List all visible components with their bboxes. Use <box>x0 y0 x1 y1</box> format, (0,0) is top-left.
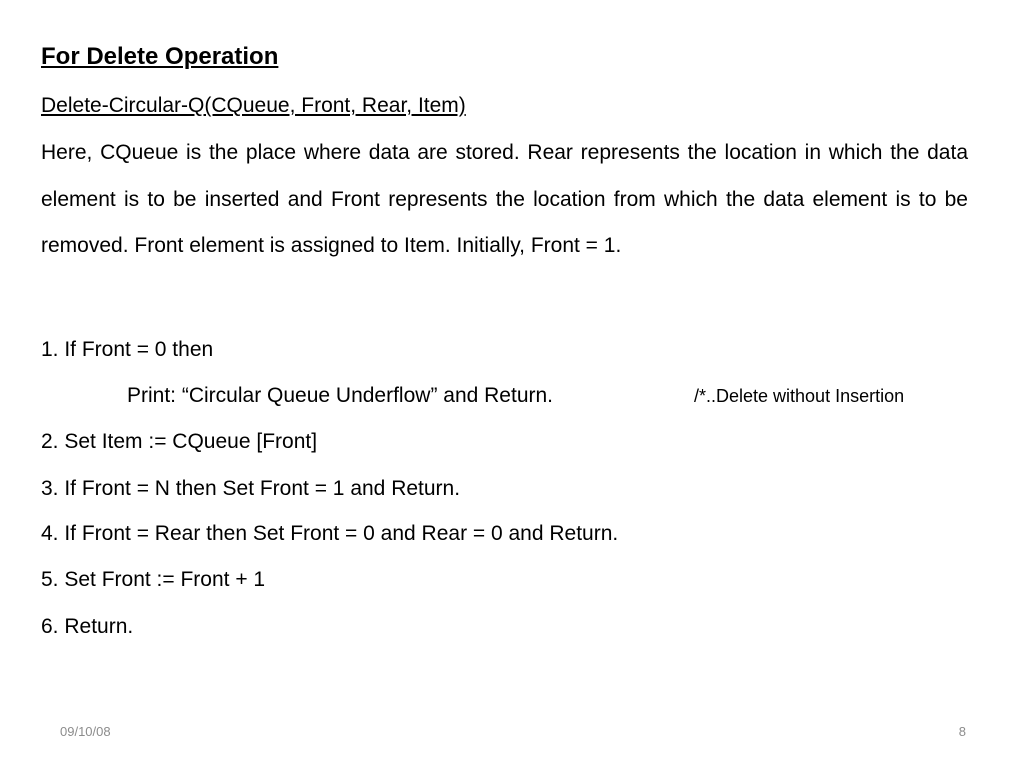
step-4: 4. If Front = Rear then Set Front = 0 and Rear = 0 and Return. <box>41 522 619 545</box>
algorithm-signature: Delete-Circular-Q(CQueue, Front, Rear, Item) <box>41 94 466 117</box>
footer-date: 09/10/08 <box>60 724 111 739</box>
step-6: 6. Return. <box>41 615 134 638</box>
description-paragraph: Here, CQueue is the place where data are stored. Rear represents the location in which the data element is to be inserted and Front represents the location from which the data element is to be removed. Front element is assigned to Item. Initially, Front = 1. <box>41 141 968 257</box>
slide-title: For Delete Operation <box>41 43 279 70</box>
page-number: 8 <box>958 724 966 739</box>
step-2: 2. Set Item := CQueue [Front] <box>41 430 318 453</box>
print-statement: Print: “Circular Queue Underflow” and Return. <box>127 384 554 407</box>
code-comment: /*..Delete without Insertion <box>694 386 905 406</box>
step-3: 3. If Front = N then Set Front = 1 and Return. <box>41 477 461 500</box>
step-1: 1. If Front = 0 then <box>41 338 214 361</box>
step-5: 5. Set Front := Front + 1 <box>41 568 266 591</box>
